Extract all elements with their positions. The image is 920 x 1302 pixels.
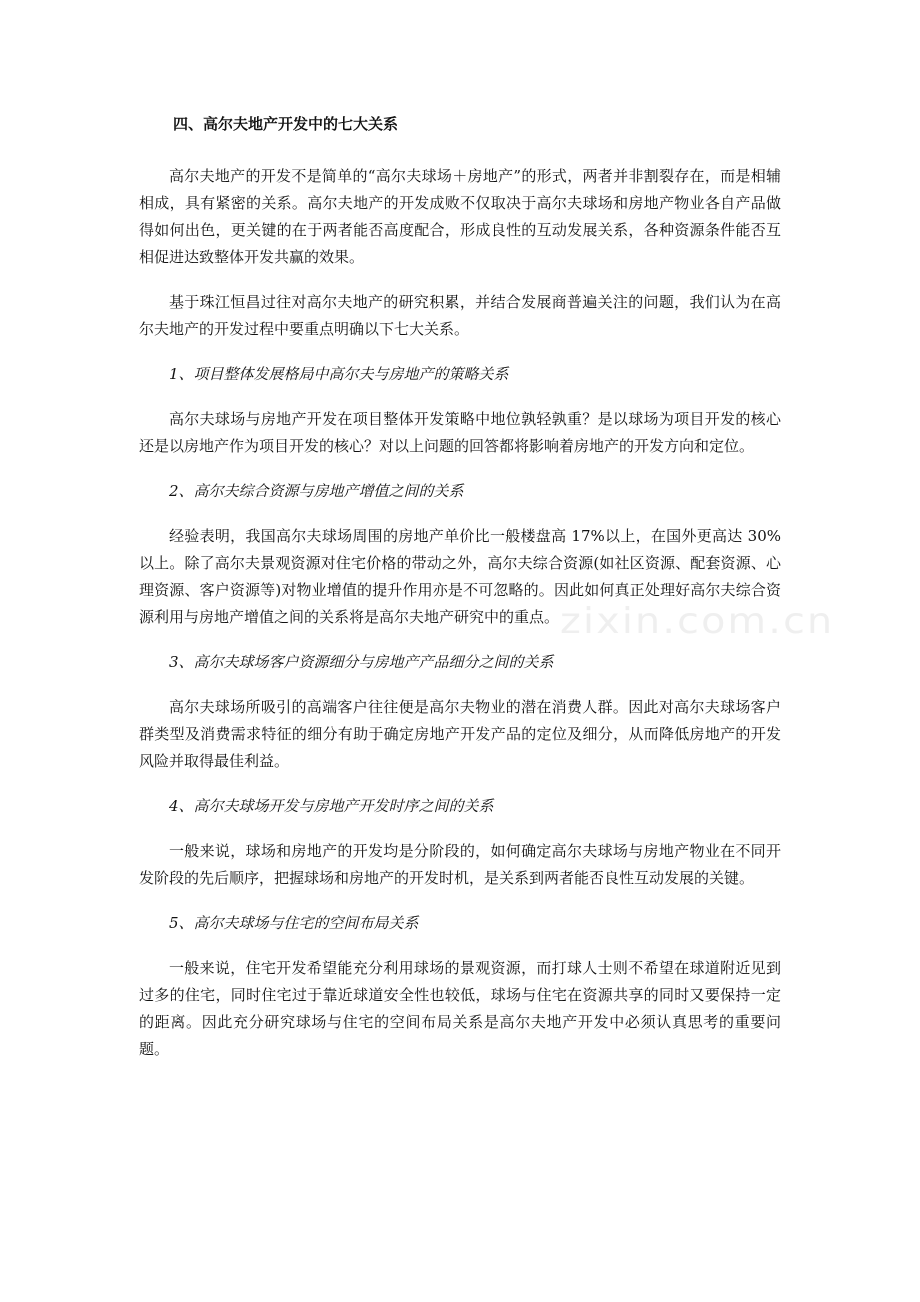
watermark: zixin.com.cn: [560, 601, 835, 642]
section-2-body: 经验表明，我国高尔夫球场周围的房地产单价比一般楼盘高 17%以上，在国外更高达 30%以上。除了高尔夫景观资源对住宅价格的带动之外，高尔夫综合资源(如社区资源、配套资源、心理资源、客户资源等)对物业增值的提升作用亦是不可忽略的。因此如何真正处理好高尔夫综合资源利用与房地产增值之间的关系将是高尔夫地产研究中的重点。: [139, 527, 781, 626]
document-page: [139, 112, 781, 1081]
section-2-heading: 2、高尔夫综合资源与房地产增值之间的关系: [169, 482, 464, 500]
intro-paragraph-2: 基于珠江恒昌过往对高尔夫地产的研究积累，并结合发展商普遍关注的问题，我们认为在高尔夫地产的开发过程中要重点明确以下七大关系。: [139, 293, 781, 338]
section-3-body: 高尔夫球场所吸引的高端客户往往便是高尔夫物业的潜在消费人群。因此对高尔夫球场客户群类型及消费需求特征的细分有助于确定房地产开发产品的定位及细分，从而降低房地产的开发风险并取得最佳利益。: [139, 698, 781, 770]
section-5-heading: 5、高尔夫球场与住宅的空间布局关系: [169, 914, 419, 932]
section-5-body: 一般来说，住宅开发希望能充分利用球场的景观资源，而打球人士则不希望在球道附近见到过多的住宅，同时住宅过于靠近球道安全性也较低，球场与住宅在资源共享的同时又要保持一定的距离。因此充分研究球场与住宅的空间布局关系是高尔夫地产开发中必须认真思考的重要问题。: [139, 959, 781, 1058]
section-1-body: 高尔夫球场与房地产开发在项目整体开发策略中地位孰轻孰重？是以球场为项目开发的核心还是以房地产作为项目开发的核心？对以上问题的回答都将影响着房地产的开发方向和定位。: [139, 410, 781, 455]
section-4-body: 一般来说，球场和房地产的开发均是分阶段的，如何确定高尔夫球场与房地产物业在不同开发阶段的先后顺序，把握球场和房地产的开发时机，是关系到两者能否良性互动发展的关键。: [139, 842, 781, 887]
section-3-heading: 3、高尔夫球场客户资源细分与房地产产品细分之间的关系: [169, 653, 554, 671]
intro-paragraph-1: 高尔夫地产的开发不是简单的“高尔夫球场＋房地产”的形式，两者并非割裂存在，而是相辅相成，具有紧密的关系。高尔夫地产的开发成败不仅取决于高尔夫球场和房地产物业各自产品做得如何出色，更关键的在于两者能否高度配合，形成良性的互动发展关系，各种资源条件能否互相促进达致整体开发共赢的效果。: [139, 167, 781, 266]
section-1-heading: 1、项目整体发展格局中高尔夫与房地产的策略关系: [169, 365, 509, 383]
section-4-heading: 4、高尔夫球场开发与房地产开发时序之间的关系: [169, 797, 494, 815]
document-title: 四、高尔夫地产开发中的七大关系: [173, 115, 399, 133]
